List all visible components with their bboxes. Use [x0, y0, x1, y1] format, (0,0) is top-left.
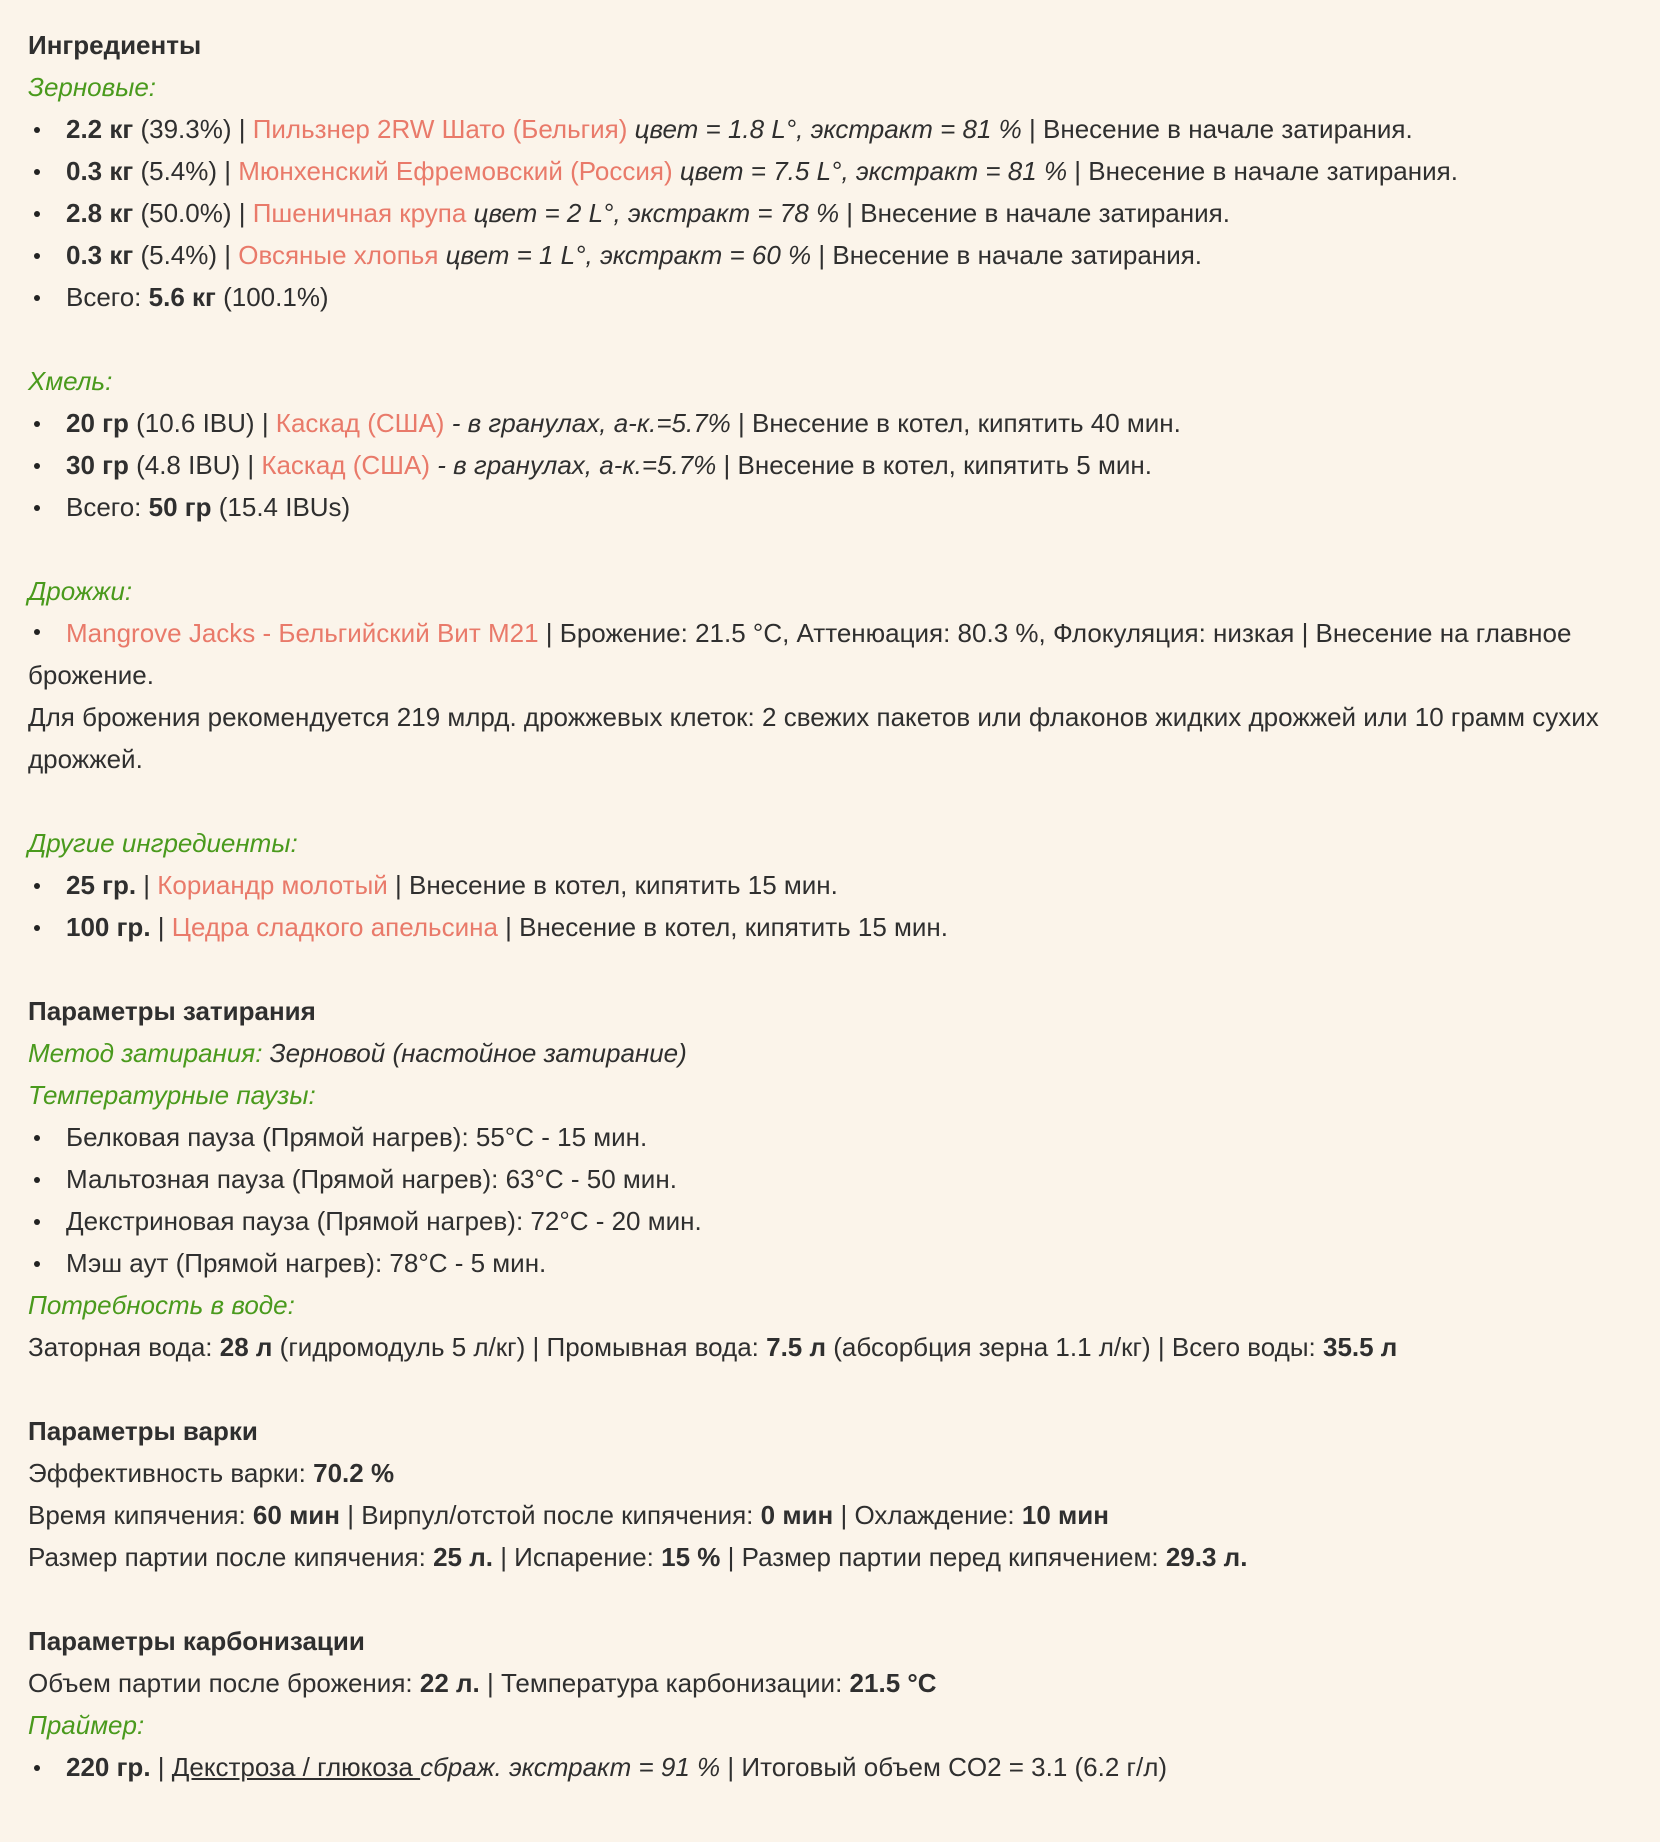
- ibu: (4.8 IBU): [136, 450, 241, 480]
- cool-label: | Охлаждение:: [840, 1500, 1015, 1530]
- water-label: Потребность в воде:: [28, 1290, 295, 1320]
- pause-item: Мэш аут (Прямой нагрев): 78°C - 5 мин.: [28, 1242, 1632, 1284]
- boil-efficiency: [28, 1452, 1632, 1494]
- pause-item: Декстриновая пауза (Прямой нагрев): 72°C - 20 мин.: [28, 1200, 1632, 1242]
- note: Внесение в начале затирания.: [1043, 114, 1413, 144]
- grain-props: цвет = 1.8 L°, экстракт = 81 %: [634, 114, 1022, 144]
- sparge-water-note: (абсорбция зерна 1.1 л/кг) | Всего воды:: [833, 1332, 1316, 1362]
- grain-item: 0.3 кг (5.4%) | Мюнхенский Ефремовский (Россия) цвет = 7.5 L°, экстракт = 81 % | Внесение в начале затирания.: [28, 150, 1632, 192]
- total-value: 50 гр: [148, 492, 212, 522]
- water-line: [28, 1326, 1632, 1368]
- post-value: 25 л.: [433, 1542, 493, 1572]
- note: Внесение в начале затирания.: [860, 198, 1230, 228]
- amount: 30 гр: [66, 450, 129, 480]
- evap-value: 15 %: [661, 1542, 721, 1572]
- cool-value: 10 мин: [1021, 1500, 1109, 1530]
- yeast-item: [28, 612, 1638, 696]
- evap-label: | Испарение:: [500, 1542, 654, 1572]
- primer-props: сбраж. экстракт = 91 %: [420, 1752, 721, 1782]
- carb-volume: [28, 1662, 1632, 1704]
- carb-heading: Параметры карбонизации: [28, 1626, 365, 1656]
- mash-heading: Параметры затирания: [28, 996, 316, 1026]
- whirl-label: | Вирпул/отстой после кипячения:: [347, 1500, 754, 1530]
- hop-item: 20 гр (10.6 IBU) | Каскад (США) - в гранулах, а-к.=5.7% | Внесение в котел, кипятить 40 мин.: [28, 402, 1632, 444]
- grain-link[interactable]: Пшеничная крупа: [252, 198, 467, 228]
- grain-item: 2.8 кг (50.0%) | Пшеничная крупа цвет = 2 L°, экстракт = 78 % | Внесение в начале затирания.: [28, 192, 1632, 234]
- ingredients-heading: Ингредиенты: [28, 30, 202, 60]
- yeast-link[interactable]: Mangrove Jacks - Бельгийский Вит M21: [66, 618, 539, 648]
- note: Внесение в котел, кипятить 15 мин.: [408, 870, 838, 900]
- eff-value: 70.2 %: [313, 1458, 395, 1488]
- total-ibu: (15.4 IBUs): [218, 492, 351, 522]
- whirl-value: 0 мин: [760, 1500, 834, 1530]
- percent: (50.0%): [140, 198, 232, 228]
- grain-item: 2.2 кг (39.3%) | Пильзнер 2RW Шато (Бельгия) цвет = 1.8 L°, экстракт = 81 % | Внесение в начале затирания.: [28, 108, 1632, 150]
- amount: 0.3 кг: [66, 156, 134, 186]
- method-value: Зерновой (настойное затирание): [269, 1038, 687, 1068]
- time-label: Время кипячения:: [28, 1500, 246, 1530]
- grains-total: [28, 276, 1632, 318]
- time-value: 60 мин: [252, 1500, 340, 1530]
- pre-value: 29.3 л.: [1165, 1542, 1248, 1572]
- total-water-value: 35.5 л: [1322, 1332, 1398, 1362]
- grains-label: Зерновые:: [28, 72, 157, 102]
- method-label: Метод затирания:: [28, 1038, 263, 1068]
- note: Внесение в начале затирания.: [832, 240, 1203, 270]
- total-label: Всего:: [66, 492, 142, 522]
- hop-item: 30 гр (4.8 IBU) | Каскад (США) - в гранулах, а-к.=5.7% | Внесение в котел, кипятить 5 мин.: [28, 444, 1632, 486]
- grain-props: цвет = 7.5 L°, экстракт = 81 %: [679, 156, 1068, 186]
- grain-props: цвет = 2 L°, экстракт = 78 %: [473, 198, 840, 228]
- vol-label: Объем партии после брожения:: [28, 1668, 413, 1698]
- note: Внесение в котел, кипятить 5 мин.: [737, 450, 1152, 480]
- mash-water-label: Заторная вода:: [28, 1332, 213, 1362]
- grain-item: 0.3 кг (5.4%) | Овсяные хлопья цвет = 1 L°, экстракт = 60 % | Внесение в начале затирания.: [28, 234, 1632, 276]
- total-percent: (100.1%): [223, 282, 329, 312]
- total-value: 5.6 кг: [148, 282, 216, 312]
- primer-link[interactable]: Декстроза / глюкоза: [171, 1752, 421, 1782]
- temp-label: | Температура карбонизации:: [486, 1668, 843, 1698]
- note: Внесение в котел, кипятить 15 мин.: [519, 912, 949, 942]
- total-label: Всего:: [66, 282, 142, 312]
- sparge-water-value: 7.5 л: [766, 1332, 827, 1362]
- hop-link[interactable]: Каскад (США): [275, 408, 445, 438]
- other-link[interactable]: Цедра сладкого апельсина: [171, 912, 498, 942]
- amount: 100 гр.: [66, 912, 151, 942]
- note: Внесение в начале затирания.: [1088, 156, 1458, 186]
- mash-method: [28, 1032, 1632, 1074]
- yeast-details: | Брожение: 21.5 °C, Аттенюация: 80.3 %, Флокуляция: низкая | Внесение на главное брожение.: [28, 618, 1572, 690]
- pause-item: Белковая пауза (Прямой нагрев): 55°C - 15 мин.: [28, 1116, 1632, 1158]
- mash-water-value: 28 л: [219, 1332, 273, 1362]
- boil-times: [28, 1494, 1632, 1536]
- boil-volumes: [28, 1536, 1632, 1578]
- yeast-recommendation: Для брожения рекомендуется 219 млрд. дрожжевых клеток: 2 свежих пакетов или флаконов жидких дрожжей или 10 грамм сухих дрожжей.: [28, 702, 1599, 774]
- pauses-label: Температурные паузы:: [28, 1080, 316, 1110]
- grain-link[interactable]: Пильзнер 2RW Шато (Бельгия): [252, 114, 628, 144]
- percent: (39.3%): [140, 114, 232, 144]
- grain-props: цвет = 1 L°, экстракт = 60 %: [445, 240, 812, 270]
- post-label: Размер партии после кипячения:: [28, 1542, 426, 1572]
- hop-props: - в гранулах, а-к.=5.7%: [451, 408, 731, 438]
- other-label: Другие ингредиенты:: [28, 828, 298, 858]
- hops-total: [28, 486, 1632, 528]
- vol-value: 22 л.: [419, 1668, 480, 1698]
- yeast-label: Дрожжи:: [28, 576, 133, 606]
- note: | Итоговый объем CO2 = 3.1 (6.2 г/л): [727, 1752, 1168, 1782]
- pre-label: | Размер партии перед кипячением:: [727, 1542, 1159, 1572]
- mash-water-note: (гидромодуль 5 л/кг) | Промывная вода:: [279, 1332, 759, 1362]
- amount: 2.2 кг: [66, 114, 134, 144]
- other-item: 100 гр. | Цедра сладкого апельсина | Внесение в котел, кипятить 15 мин.: [28, 906, 1632, 948]
- primer-label: Праймер:: [28, 1710, 145, 1740]
- amount: 220 гр.: [66, 1752, 151, 1782]
- amount: 0.3 кг: [66, 240, 134, 270]
- grain-link[interactable]: Мюнхенский Ефремовский (Россия): [238, 156, 673, 186]
- hop-link[interactable]: Каскад (США): [261, 450, 430, 480]
- percent: (5.4%): [140, 240, 218, 270]
- hops-label: Хмель:: [28, 366, 113, 396]
- hop-props: - в гранулах, а-к.=5.7%: [437, 450, 717, 480]
- note: Внесение в котел, кипятить 40 мин.: [751, 408, 1181, 438]
- primer-item: 220 гр. | Декстроза / глюкоза сбраж. экстракт = 91 % | Итоговый объем CO2 = 3.1 (6.2 г/л): [28, 1746, 1632, 1788]
- boil-heading: Параметры варки: [28, 1416, 258, 1446]
- ibu: (10.6 IBU): [136, 408, 255, 438]
- amount: 2.8 кг: [66, 198, 134, 228]
- amount: 25 гр.: [66, 870, 137, 900]
- temp-value: 21.5 °C: [849, 1668, 937, 1698]
- other-link[interactable]: Кориандр молотый: [157, 870, 388, 900]
- percent: (5.4%): [140, 156, 218, 186]
- pause-item: Мальтозная пауза (Прямой нагрев): 63°C - 50 мин.: [28, 1158, 1632, 1200]
- other-item: 25 гр. | Кориандр молотый | Внесение в котел, кипятить 15 мин.: [28, 864, 1632, 906]
- eff-label: Эффективность варки:: [28, 1458, 306, 1488]
- grain-link[interactable]: Овсяные хлопья: [238, 240, 439, 270]
- amount: 20 гр: [66, 408, 129, 438]
